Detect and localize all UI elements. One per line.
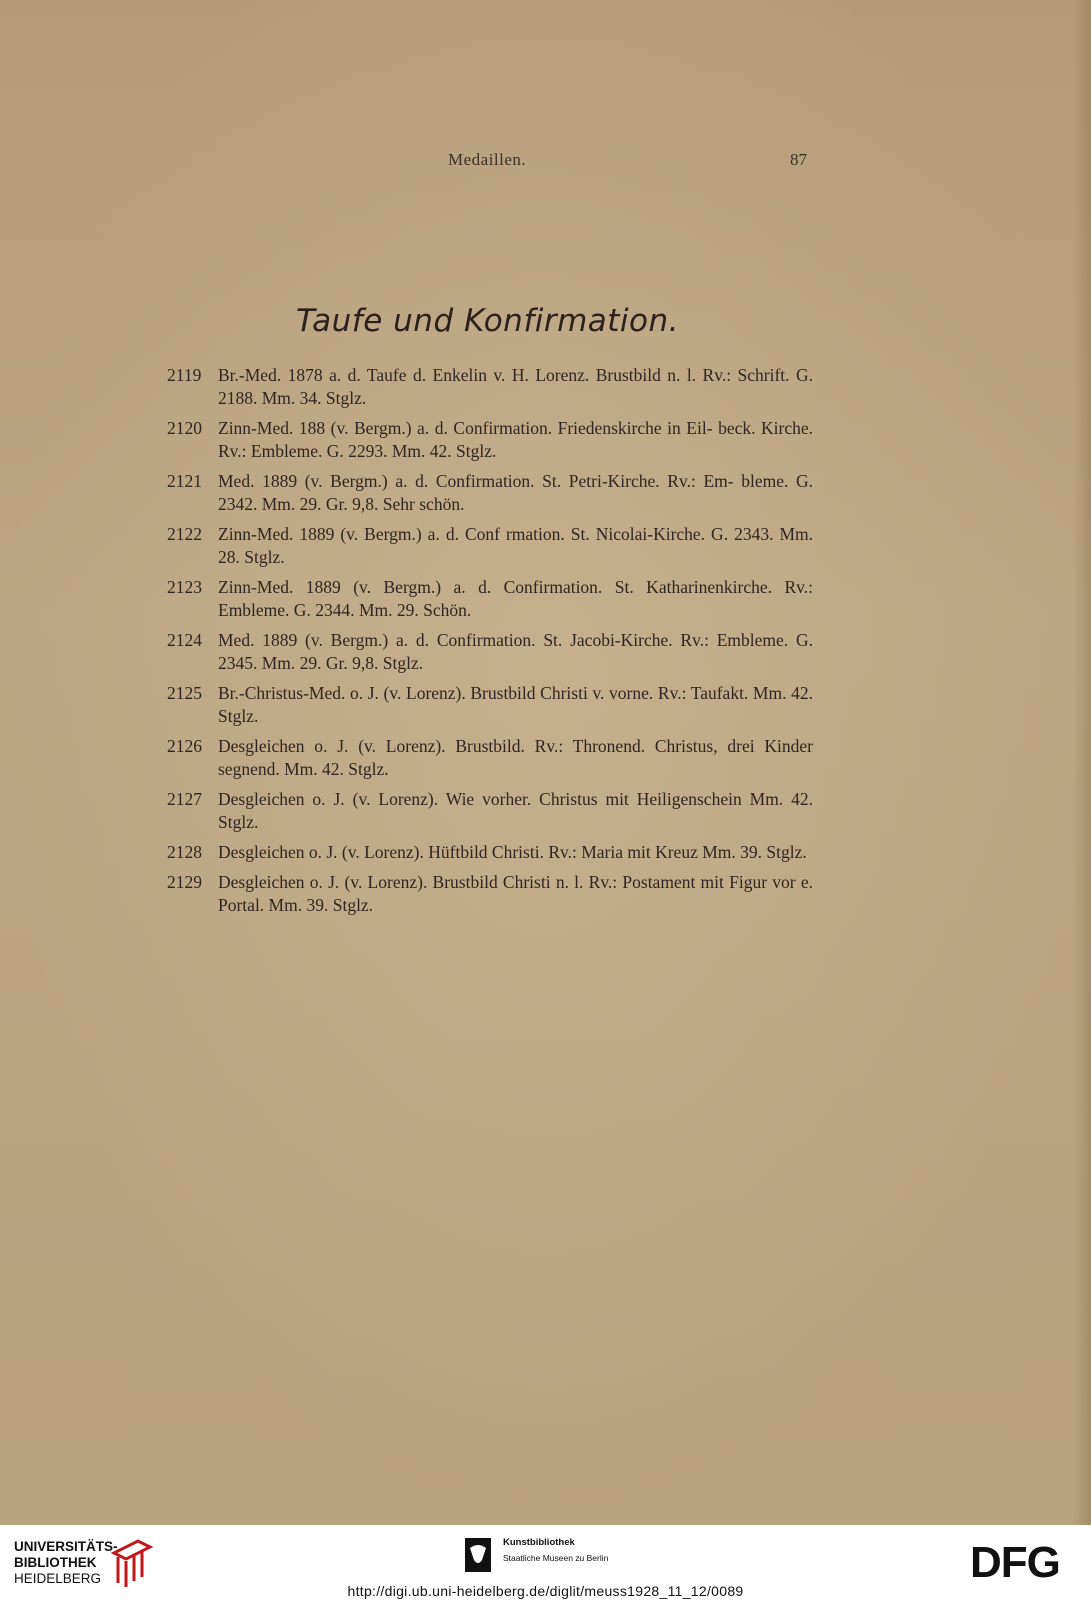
entry-number: 2125 bbox=[167, 683, 202, 703]
kunstbibliothek-subtitle: Staatliche Museen zu Berlin bbox=[503, 1553, 609, 1563]
running-head bbox=[0, 150, 1091, 174]
dfg-logo: DFG bbox=[970, 1538, 1060, 1587]
library-name-line: BIBLIOTHEK bbox=[14, 1555, 97, 1570]
entry-number: 2122 bbox=[167, 524, 202, 544]
catalog-entry bbox=[167, 788, 813, 834]
catalog-entry bbox=[167, 470, 813, 516]
entry-number: 2124 bbox=[167, 630, 202, 650]
entry-text: Desgleichen o. J. (v. Lorenz). Brustbild. Rv.: Thronend. Christus, drei Kinder segnend. Mm. 42. Stglz. bbox=[218, 736, 813, 779]
kunstbibliothek-name: Kunstbibliothek bbox=[503, 1537, 575, 1548]
entry-number: 2126 bbox=[167, 736, 202, 756]
page-number: 87 bbox=[790, 150, 807, 169]
entry-number: 2128 bbox=[167, 842, 202, 862]
permalink-url[interactable]: http://digi.ub.uni-heidelberg.de/diglit/meuss1928_11_12/0089 bbox=[347, 1583, 744, 1599]
entry-text: Med. 1889 (v. Bergm.) a. d. Confirmation. St. Petri-Kirche. Rv.: Em- bleme. G. 2342. Mm. 29. Gr. 9,8. Sehr schön. bbox=[218, 471, 813, 514]
catalog-entry bbox=[167, 629, 813, 675]
entry-text: Br.-Christus-Med. o. J. (v. Lorenz). Brustbild Christi v. vorne. Rv.: Taufakt. Mm. 42. Stglz. bbox=[218, 683, 813, 726]
entry-number: 2120 bbox=[167, 418, 202, 438]
entry-number: 2119 bbox=[167, 365, 202, 385]
kunstbibliothek-eagle-icon bbox=[465, 1538, 491, 1572]
catalog-entry bbox=[167, 523, 813, 569]
catalog-entry bbox=[167, 576, 813, 622]
library-name-line: HEIDELBERG bbox=[14, 1571, 102, 1586]
catalog-entry bbox=[167, 841, 813, 864]
entry-text: Zinn-Med. 1889 (v. Bergm.) a. d. Conf rmation. St. Nicolai-Kirche. G. 2343. Mm. 28. Stglz. bbox=[218, 524, 813, 567]
university-library-logo-icon bbox=[108, 1533, 156, 1589]
entry-number: 2123 bbox=[167, 577, 202, 597]
catalog-entry bbox=[167, 871, 813, 917]
entry-number: 2127 bbox=[167, 789, 202, 809]
entry-text: Desgleichen o. J. (v. Lorenz). Brustbild Christi n. l. Rv.: Postament mit Figur vor e. Portal. Mm. 39. Stglz. bbox=[218, 872, 813, 915]
section-title: Taufe und Konfirmation. bbox=[295, 303, 680, 339]
entry-text: Desgleichen o. J. (v. Lorenz). Wie vorher. Christus mit Heiligenschein Mm. 42. Stglz. bbox=[218, 789, 813, 832]
catalog-entry bbox=[167, 682, 813, 728]
library-name bbox=[14, 1539, 118, 1587]
entry-text: Med. 1889 (v. Bergm.) a. d. Confirmation. St. Jacobi-Kirche. Rv.: Embleme. G. 2345. Mm. 29. Gr. 9,8. Stglz. bbox=[218, 630, 813, 673]
digitization-footer bbox=[0, 1525, 1091, 1603]
entry-number: 2129 bbox=[167, 872, 202, 892]
entry-text: Zinn-Med. 188 (v. Bergm.) a. d. Confirmation. Friedenskirche in Eil- beck. Kirche. Rv.: Embleme. G. 2293. Mm. 42. Stglz. bbox=[218, 418, 813, 461]
entry-text: Desgleichen o. J. (v. Lorenz). Hüftbild Christi. Rv.: Maria mit Kreuz Mm. 39. Stglz. bbox=[218, 842, 807, 862]
catalog-entry bbox=[167, 364, 813, 410]
running-head-title: Medaillen. bbox=[448, 150, 527, 169]
catalog-entry bbox=[167, 735, 813, 781]
entry-text: Br.-Med. 1878 a. d. Taufe d. Enkelin v. H. Lorenz. Brustbild n. l. Rv.: Schrift. G. 2188. Mm. 34. Stglz. bbox=[218, 365, 813, 408]
entry-number: 2121 bbox=[167, 471, 202, 491]
catalog-entry bbox=[167, 417, 813, 463]
library-name-line: UNIVERSITÄTS- bbox=[14, 1539, 118, 1554]
entry-text: Zinn-Med. 1889 (v. Bergm.) a. d. Confirmation. St. Katharinenkirche. Rv.: Embleme. G. 2344. Mm. 29. Schön. bbox=[218, 577, 813, 620]
catalog-entries bbox=[167, 364, 813, 924]
